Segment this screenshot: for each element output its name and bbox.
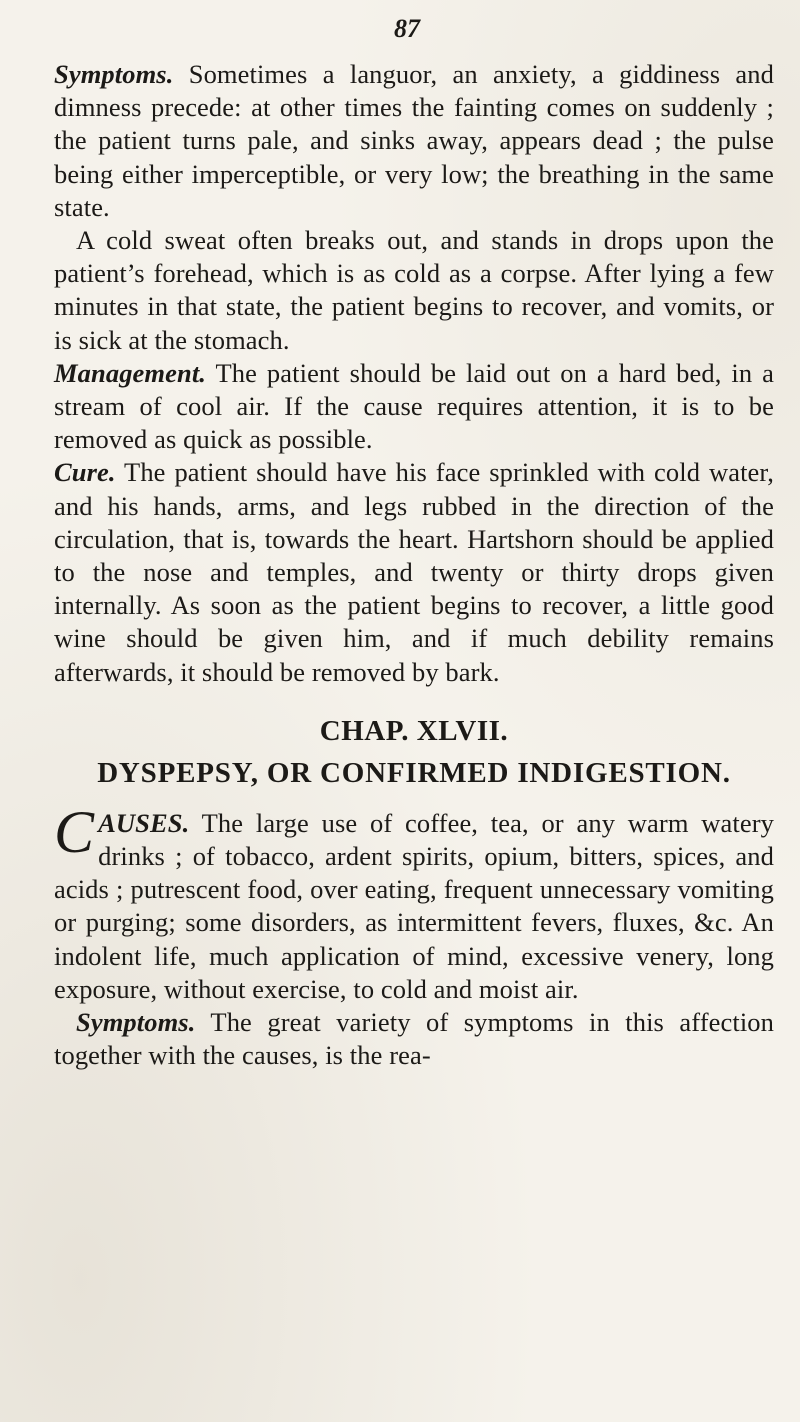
causes-lead: AUSES. (98, 807, 190, 838)
management-body: The patient should be laid out on a hard bed, in a stream of cool air. If the cause requires attention, it is to be removed as quick as possible. (54, 357, 774, 455)
cold-sweat-body: A cold sweat often breaks out, and stands in drops upon the patient’s forehead, which is as cold as a corpse. After lying a few minutes in that state, the patient begins to recover, and vomits, or is sick at the stomach. (54, 225, 774, 355)
management-paragraph (54, 357, 774, 457)
cold-sweat-paragraph (54, 224, 774, 357)
cure-lead: Cure. (54, 457, 116, 488)
causes-paragraph (54, 798, 774, 1006)
symptoms-2-lead: Symptoms. (76, 1007, 196, 1038)
chapter-title: DYSPEPSY, OR CONFIRMED INDIGESTION. (97, 756, 731, 789)
symptoms-2-body: The great variety of symptoms in this affection together with the causes, is the rea- (54, 1007, 774, 1071)
symptoms-2-paragraph (54, 1006, 774, 1072)
page-number: 87 (394, 14, 420, 43)
cure-paragraph (54, 456, 774, 688)
page-text (54, 58, 774, 1072)
symptoms-lead: Symptoms. (54, 59, 174, 89)
management-lead: Management. (54, 357, 207, 388)
chapter-heading: CHAP. XLVII. (319, 714, 509, 747)
causes-body: The large use of coffee, tea, or any warm watery drinks ; of tobacco, ardent spirits, opium, bitters, spices, and acids ; putrescent food, over eating, frequent unnecessary vomiting or purging; some disorders, as intermittent fevers, fluxes, &c. An indolent life, much application of mind, excessive venery, long exposure, without exercise, to cold and moist air. (54, 807, 774, 1004)
symptoms-body: Sometimes a languor, an anxiety, a giddiness and dimness precede: at other times the fainting comes on suddenly ; the patient turns pale, and sinks away, appears dead ; the pulse being either imperceptible, or very low; the breathing in the same state. (54, 59, 774, 222)
symptoms-paragraph (54, 58, 774, 224)
causes-dropcap: C (54, 798, 95, 865)
cure-body: The patient should have his face sprinkled with cold water, and his hands, arms, and legs rubbed in the direction of the circulation, that is, towards the heart. Hartshorn should be applied to the nose and temples, and twenty or thirty drops given internally. As soon as the patient begins to recover, a little good wine should be given him, and if much debility remains afterwards, it should be removed by bark. (54, 457, 774, 687)
